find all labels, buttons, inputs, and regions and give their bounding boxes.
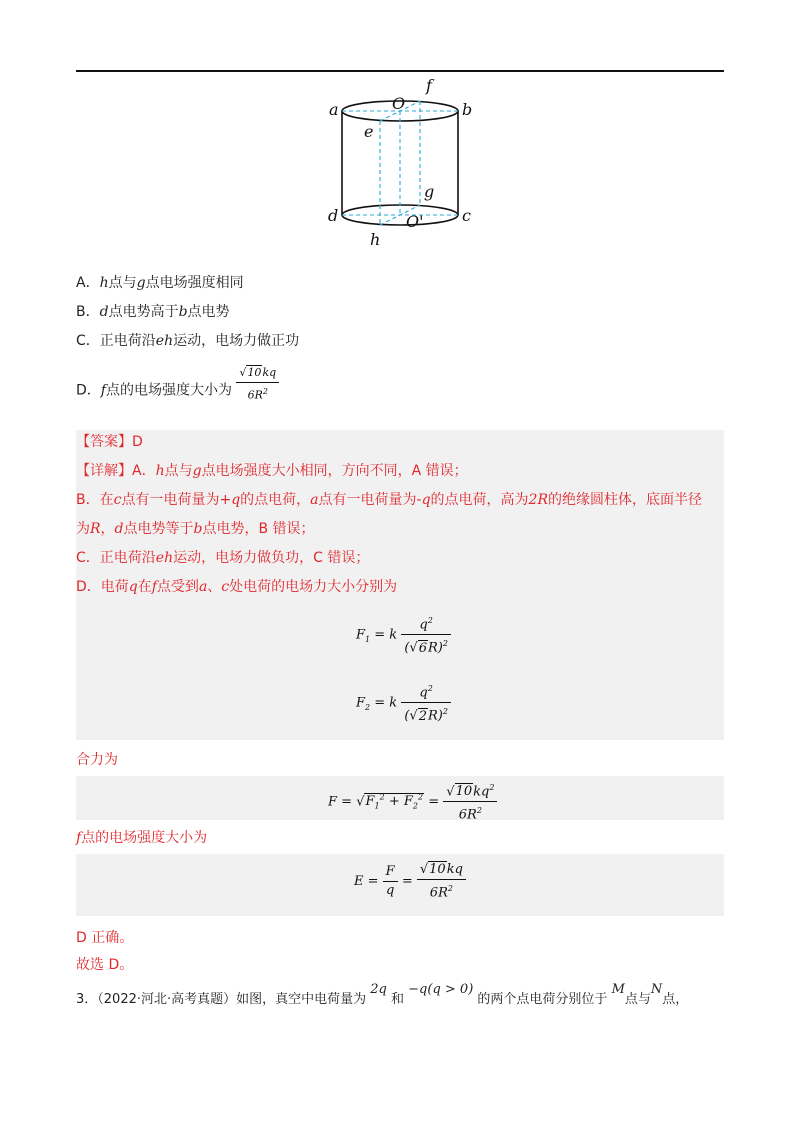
label-b: b	[462, 100, 473, 119]
formula-f3: $F = √F_1^2 + F_2^2$ = $\frac{√10kq^2}{6R^2}$	[328, 779, 497, 825]
option-c: C．正电荷沿eh运动，电场力做正功	[76, 333, 300, 349]
label-O: O	[392, 94, 406, 113]
formula-f4: E = $\frac{F}{q}$ = $\frac{√10kq}{6R^2}$	[354, 861, 466, 902]
detail-line-1: 【详解】A．h点与g点电场强度大小相同，方向不同，A 错误；	[76, 463, 468, 479]
detail-line-4: C．正电荷沿eh运动，电场力做负功，C 错误；	[76, 550, 370, 566]
bottom-ellipse-front	[342, 215, 458, 225]
option-d: D．f点的电场强度大小为 $\frac{√10kq}{6R^2}$	[76, 370, 279, 411]
option-b: B．d点电势高于b点电势	[76, 304, 230, 320]
label-c: c	[462, 206, 471, 225]
label-e: e	[364, 122, 374, 141]
choose-line: 故选 D。	[76, 957, 134, 973]
option-a: A．h点与g点电场强度相同	[76, 275, 244, 291]
label-h: h	[370, 230, 381, 248]
question-3: 3．（2022·河北·高考真题）如图，真空中电荷量为 2q 和 −q(q > 0) 的两个点电荷分别位于 M点与N点，	[76, 982, 689, 1007]
answer-line: 【答案】D	[76, 434, 143, 450]
detail-line-5: D．电荷q在f点受到a、c处电荷的电场力大小分别为	[76, 579, 398, 595]
resultant-label: 合力为	[76, 752, 118, 768]
cylinder-figure	[320, 76, 480, 248]
formula-f1: $F_1 = k$ $\frac{q^2}{(√6R)^2}$	[356, 612, 451, 658]
field-label: f点的电场强度大小为	[76, 830, 208, 846]
label-O-prime: O'	[406, 212, 424, 231]
label-g: g	[424, 182, 435, 201]
detail-line-2: B．在c点有一电荷量为+q的点电荷，a点有一电荷量为-q的点电荷，高为2R的绝缘圆柱体，底面半径	[76, 492, 702, 508]
label-a: a	[329, 100, 339, 119]
label-f: f	[426, 76, 432, 95]
detail-line-3: 为R，d点电势等于b点电势，B 错误；	[76, 521, 315, 537]
dashed-lines	[342, 101, 458, 225]
label-d: d	[328, 206, 339, 225]
formula-f2: $F_2 = k$ $\frac{q^2}{(√2R)^2}$	[356, 680, 451, 726]
top-rule	[76, 70, 724, 72]
correct-line: D 正确。	[76, 930, 134, 946]
